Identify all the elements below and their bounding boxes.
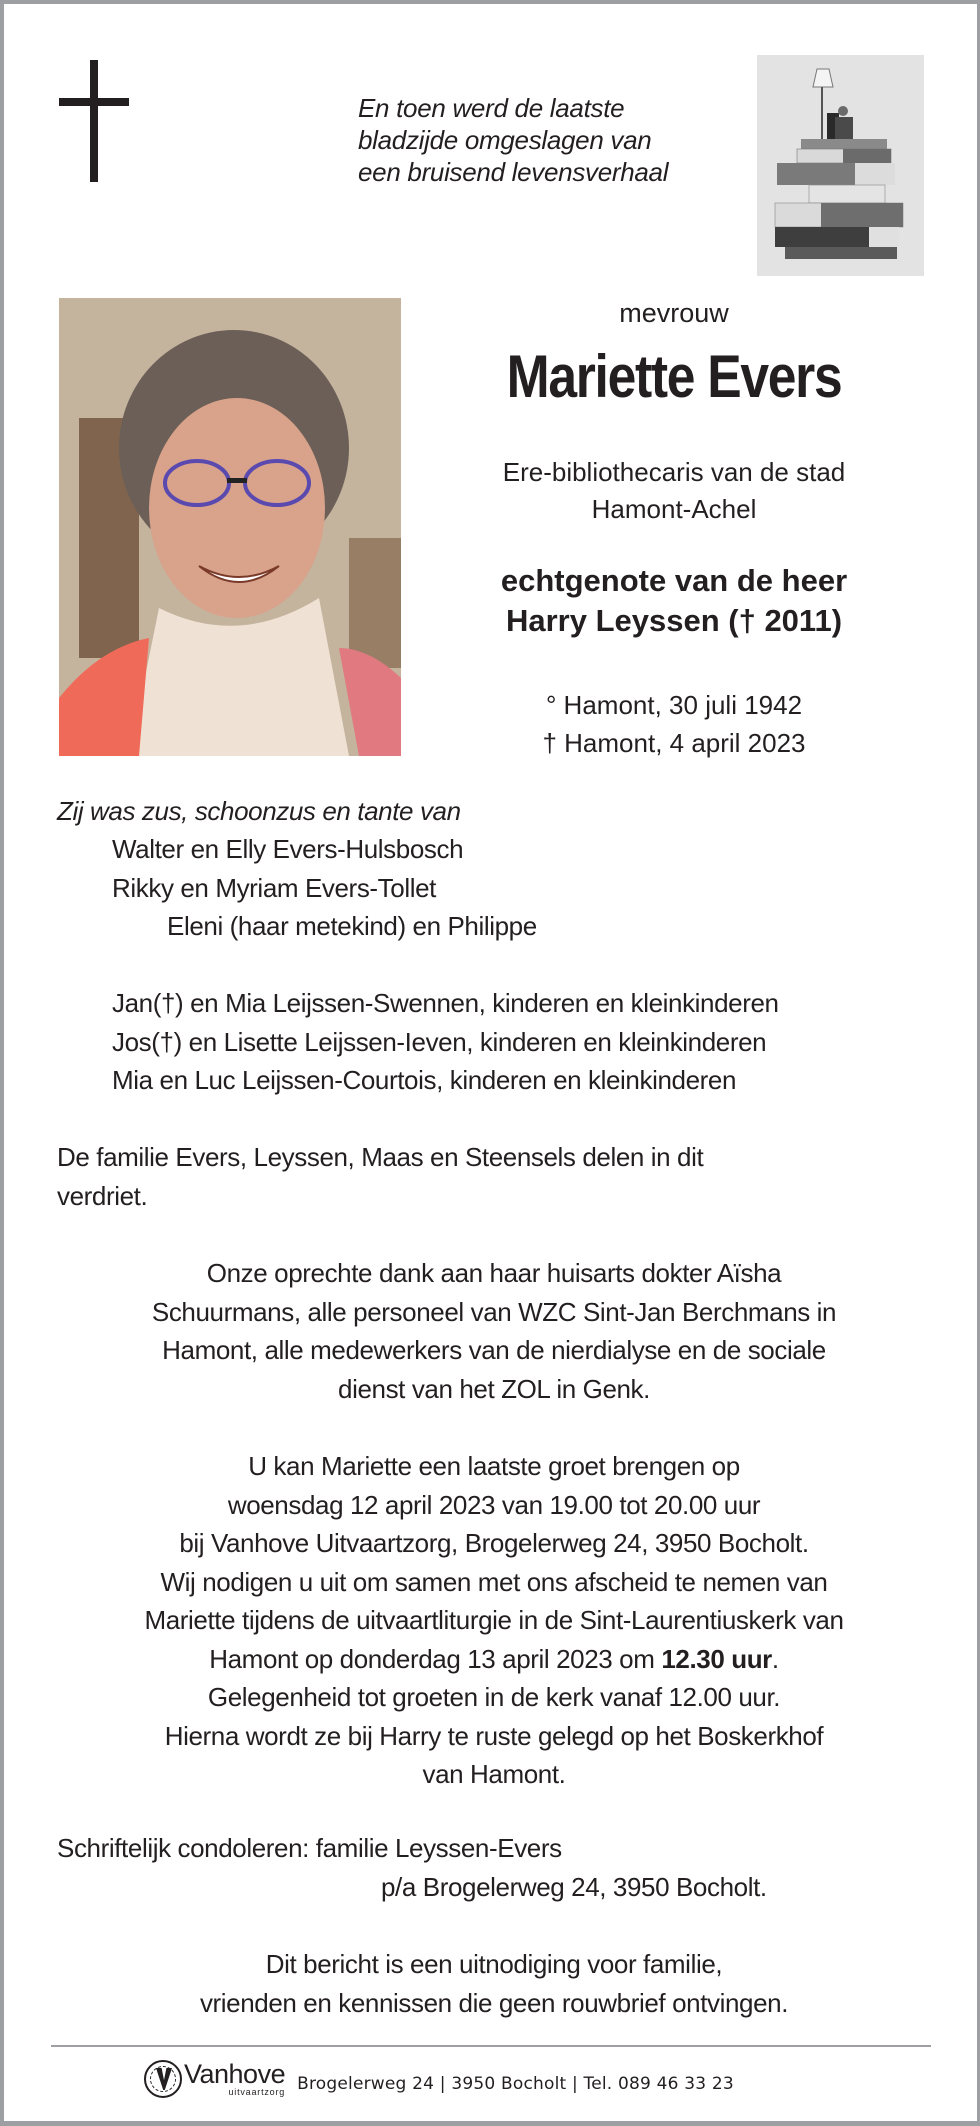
text-line: verdriet.: [57, 1180, 148, 1211]
text-line: vrienden en kennissen die geen rouwbrief ontvingen.: [199, 1987, 789, 2018]
life-dates: [434, 686, 914, 762]
family-member: Mia en Luc Leijssen-Courtois, kinderen en kleinkinderen: [112, 1065, 737, 1095]
text-line: Dit bericht is een uitnodiging voor familie,: [265, 1949, 723, 1979]
deceased-name: Mariette Evers: [506, 343, 842, 410]
family-member: Rikky en Myriam Evers-Tollet: [112, 873, 436, 903]
cross-vertical-bar: [90, 60, 98, 182]
invitation-note: [44, 1945, 944, 2022]
logo-name: Vanhove: [184, 2059, 286, 2089]
death-date: † Hamont, 4 april 2023: [542, 728, 806, 758]
quote-line: een bruisend levensverhaal: [358, 157, 669, 187]
funeral-time-line: [44, 1640, 944, 1679]
text-span: .: [771, 1643, 779, 1674]
thanks-paragraph: [44, 1254, 944, 1408]
text-line: Mariette tijdens de uitvaartliturgie in de Sint-Laurentiuskerk van: [144, 1605, 844, 1635]
text-line: van Hamont.: [422, 1759, 566, 1789]
text-line: Hierna wordt ze bij Harry te ruste gelegd op het Boskerkhof: [164, 1720, 824, 1751]
text-line: bij Vanhove Uitvaartzorg, Brogelerweg 24, 3950 Bocholt.: [179, 1528, 809, 1558]
family-sharing: [57, 1138, 937, 1215]
family-intro: Zij was zus, schoonzus en tante van: [57, 796, 461, 826]
text-line: Onze oprechte dank aan haar huisarts dokter Aïsha: [206, 1258, 782, 1288]
text-line: De familie Evers, Leyssen, Maas en Steensels delen in dit: [57, 1142, 704, 1172]
quote-line: En toen werd de laatste: [358, 93, 625, 123]
books-stack-icon: [757, 55, 924, 276]
portrait-photo: [59, 298, 401, 756]
obituary-card: [4, 4, 977, 2121]
ceremony-paragraph: [44, 1447, 944, 1794]
portrait-illustration: [59, 298, 401, 756]
condolences-address: p/a Brogelerweg 24, 3950 Bocholt.: [381, 1872, 767, 1902]
footer-divider: [51, 2045, 931, 2047]
quote-line: bladzijde omgeslagen van: [358, 125, 652, 155]
spouse-info: [434, 561, 914, 641]
condolences-line: Schriftelijk condoleren: familie Leyssen-Evers: [57, 1833, 562, 1863]
header-quote: [358, 92, 758, 188]
text-line: Schuurmans, alle personeel van WZC Sint-Jan Berchmans in: [151, 1296, 837, 1327]
vanhove-logo-icon: [144, 2060, 182, 2098]
family-member: Jos(†) en Lisette Leijssen-Ieven, kinderen en kleinkinderen: [112, 1027, 767, 1057]
cross-horizontal-bar: [59, 98, 129, 106]
funeral-time: 12.30 uur: [661, 1643, 772, 1674]
logo-v-glyph: [156, 2068, 172, 2090]
family-member: Jan(†) en Mia Leijssen-Swennen, kinderen en kleinkinderen: [112, 988, 779, 1018]
text-line: woensdag 12 april 2023 van 19.00 tot 20.00 uur: [227, 1489, 761, 1520]
text-line: dienst van het ZOL in Genk.: [338, 1373, 650, 1404]
spouse-line: Harry Leyssen († 2011): [505, 603, 843, 638]
footer-contact: Brogelerweg 24 | 3950 Bocholt | Tel. 089 46 33 23: [297, 2074, 734, 2094]
books-illustration: [757, 55, 924, 276]
family-member: Eleni (haar metekind) en Philippe: [167, 911, 537, 941]
text-line: U kan Mariette een laatste groet brengen op: [248, 1451, 740, 1481]
family-member: Walter en Elly Evers-Hulsbosch: [112, 834, 464, 864]
title-line: Hamont-Achel: [591, 494, 757, 524]
vanhove-logo-text: [184, 2061, 285, 2097]
text-line: Hamont, alle medewerkers van de nierdialyse en de sociale: [162, 1335, 826, 1365]
text-line: Wij nodigen u uit om samen met ons afscheid te nemen van: [160, 1566, 828, 1597]
spouse-line: echtgenote van de heer: [500, 563, 848, 598]
text-span: Hamont op donderdag 13 april 2023 om: [209, 1643, 662, 1674]
honorific: mevrouw: [619, 298, 729, 328]
title-line: Ere-bibliothecaris van de stad: [502, 457, 846, 487]
birth-date: ° Hamont, 30 juli 1942: [545, 690, 803, 720]
logo-subtitle: uitvaartzorg: [228, 2087, 286, 2097]
text-line: Gelegenheid tot groeten in de kerk vanaf 12.00 uur.: [207, 1682, 781, 1712]
deceased-title: [434, 454, 914, 528]
footer: [144, 2054, 734, 2104]
